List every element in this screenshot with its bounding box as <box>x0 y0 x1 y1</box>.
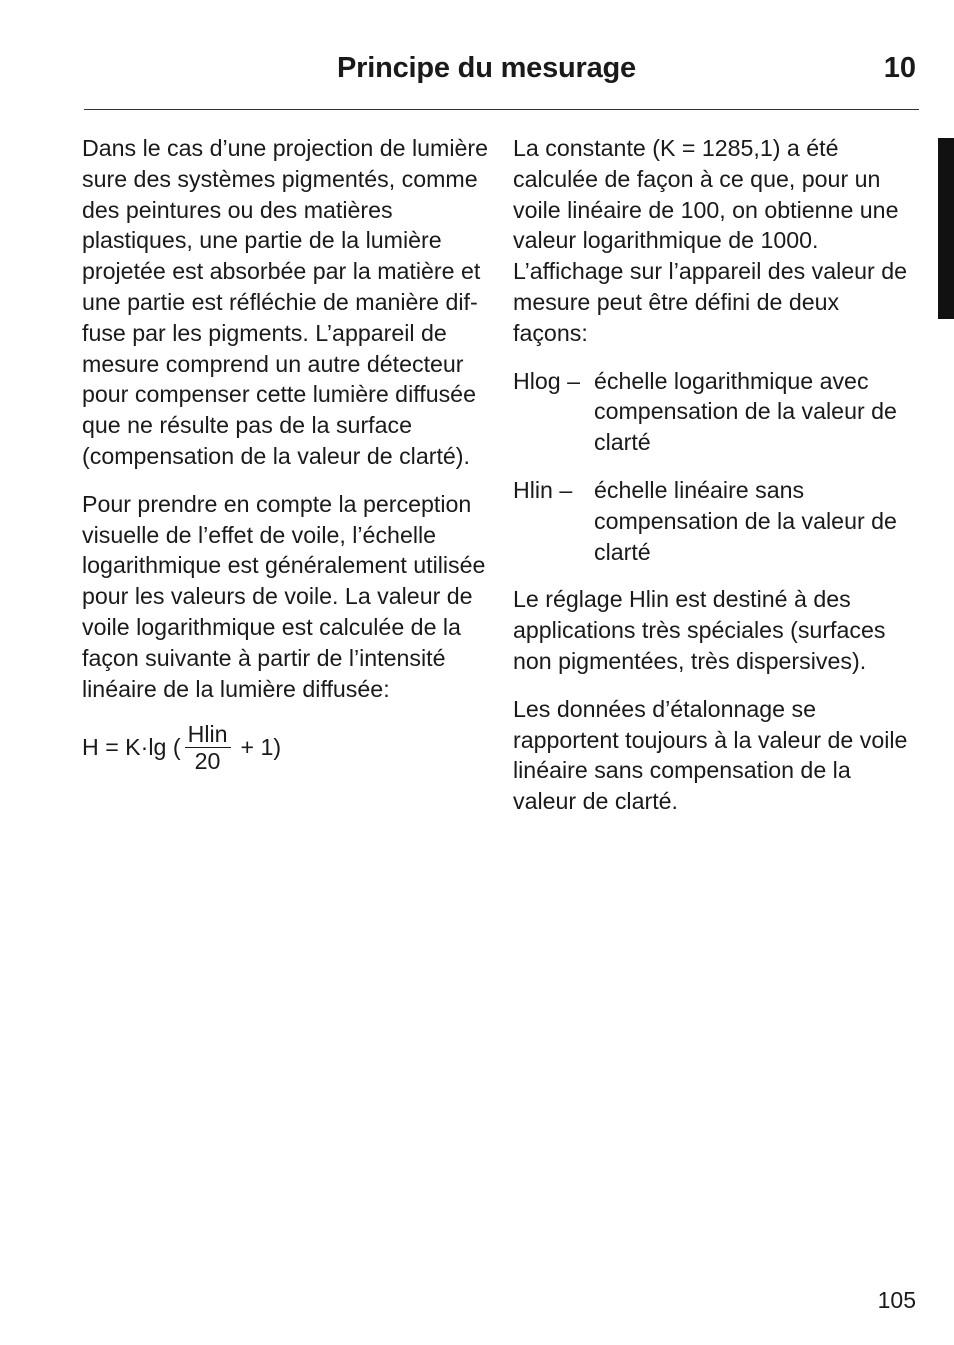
header-divider <box>84 109 919 110</box>
definition-description: échelle linéaire sans compensation de la valeur de clarté <box>594 476 897 565</box>
paragraph-light-projection: Dans le cas d’une projection de lumière sure des systèmes pigmentés, comme des peintures ou des matières plastiques, une partie de la lumière projetée est absorbée par la matière et une partie est réfléchie de manière dif-fuse par les pigments. L’appareil de mesure comprend un autre détecteur pour compenser cette lumière diffusée que ne résulte pas de la surface (compensation de la valeur de clarté). <box>82 135 489 469</box>
formula-fraction <box>185 721 231 774</box>
formula-denominator: 20 <box>194 748 221 775</box>
formula <box>82 721 492 774</box>
paragraph-constant: La constante (K = 1285,1) a été calculée de façon à ce que, pour un voile linéaire de 100, on obtienne une valeur logarithmique de 1000. L’affichage sur l’appareil des valeur de mesure peut être défini de deux façons: <box>513 135 908 346</box>
formula-prefix: H = K·lg ( <box>82 734 181 761</box>
page-title: Principe du mesurage <box>337 52 636 84</box>
page-number: 105 <box>877 1287 916 1313</box>
paragraph-logarithmic-scale: Pour prendre en compte la perception visuelle de l’effet de voile, l’échelle logarithmique est généralement utilisée pour les valeurs de voile. La valeur de voile logarithmique est calculée de la façon suivante à partir de l’intensité linéaire de la lumière diffusée: <box>82 490 486 702</box>
definition-hlin <box>513 475 913 567</box>
left-column <box>82 133 492 774</box>
definition-hlog <box>513 366 913 458</box>
right-column <box>513 133 913 834</box>
paragraph-hlin-setting: Le réglage Hlin est destiné à des applications très spéciales (surfaces non pigmentées, très dispersives). <box>513 586 886 674</box>
definition-term: Hlin – <box>513 476 573 503</box>
chapter-number: 10 <box>883 52 916 84</box>
paragraph-calibration-data: Les données d’étalonnage se rapportent toujours à la valeur de voile linéaire sans compensation de la valeur de clarté. <box>513 695 908 815</box>
chapter-thumb-tab <box>938 138 954 319</box>
formula-numerator: Hlin <box>185 721 231 748</box>
definition-term: Hlog – <box>513 367 581 394</box>
definition-description: échelle logarithmique avec compensation de la valeur de clarté <box>594 367 897 456</box>
formula-suffix: + 1) <box>240 734 282 761</box>
